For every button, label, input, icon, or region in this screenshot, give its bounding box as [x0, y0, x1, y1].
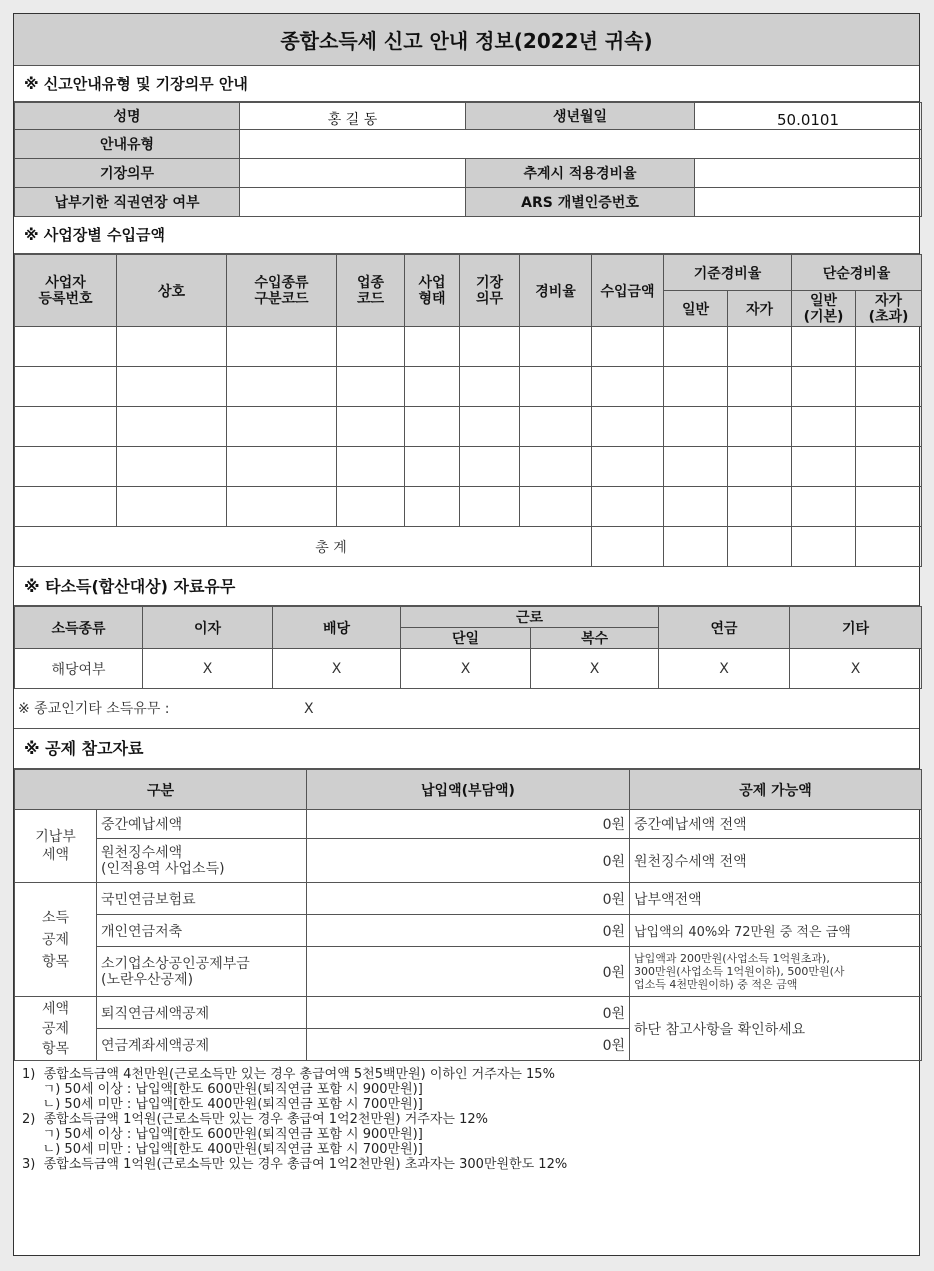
table-row	[15, 915, 922, 947]
name-label: 성명	[15, 103, 240, 130]
footnotes	[14, 1061, 919, 1178]
footnote-line: ㄱ) 50세 이상 : 납입액[한도 600만원(퇴직연금 포함 시 900만원)]	[22, 1127, 423, 1142]
bookkeeping-value	[240, 159, 466, 188]
guide-type-label: 안내유형	[15, 130, 240, 159]
item-deductible: 납부액전액	[630, 883, 922, 915]
footnote-line: 3) 종합소득금액 1억원(근로소득만 있는 경우 총급여 1억2천만원) 초과자는 300만원한도 12%	[22, 1157, 568, 1172]
item-amount: 0원	[307, 883, 630, 915]
item-amount: 0원	[307, 947, 630, 997]
table-row	[15, 487, 922, 527]
section-business-income-heading: ※ 사업장별 수입금액	[14, 217, 919, 254]
interest-value: X	[143, 649, 273, 689]
col-bookkeeping: 기장 의무	[460, 255, 520, 327]
item-amount: 0원	[307, 810, 630, 839]
table-row	[15, 447, 922, 487]
col-standard-general: 일반	[664, 291, 728, 327]
col-other: 기타	[790, 607, 922, 649]
group-prepaid-tax: 기납부 세액	[15, 810, 97, 883]
col-income-amount: 수입금액	[592, 255, 664, 327]
col-industry-code: 업종 코드	[337, 255, 405, 327]
pension-value: X	[659, 649, 790, 689]
item-label: 퇴직연금세액공제	[97, 997, 307, 1029]
footnote-line: 1) 종합소득금액 4천만원(근로소득만 있는 경우 총급여액 5천5백만원) 이하인 거주자는 15%	[22, 1067, 555, 1082]
religion-income-line	[14, 689, 919, 729]
group-income-deduction: 소득 공제 항목	[15, 883, 97, 997]
guide-type-value	[240, 130, 922, 159]
col-reg-no: 사업자 등록번호	[15, 255, 117, 327]
item-label: 개인연금저축	[97, 915, 307, 947]
item-amount: 0원	[307, 839, 630, 883]
other-value: X	[790, 649, 922, 689]
col-simple-general: 일반 (기본)	[792, 291, 856, 327]
expense-rate-value	[695, 159, 922, 188]
item-deductible: 중간예납세액 전액	[630, 810, 922, 839]
deadline-extension-value	[240, 188, 466, 217]
item-label: 원천징수세액 (인적용역 사업소득)	[97, 839, 307, 883]
religion-income-value: X	[304, 701, 314, 717]
table-row	[15, 883, 922, 915]
table-row	[15, 839, 922, 883]
col-dividend: 배당	[273, 607, 401, 649]
item-amount: 0원	[307, 1029, 630, 1061]
name-value: 홍 길 동	[240, 103, 466, 130]
item-amount: 0원	[307, 915, 630, 947]
item-amount: 0원	[307, 997, 630, 1029]
bookkeeping-label: 기장의무	[15, 159, 240, 188]
section-other-income-heading: ※ 타소득(합산대상) 자료유무	[14, 567, 919, 606]
other-income-table	[14, 606, 922, 689]
table-row	[15, 997, 922, 1029]
dividend-value: X	[273, 649, 401, 689]
table-row	[15, 407, 922, 447]
item-deductible: 원천징수세액 전액	[630, 839, 922, 883]
item-label: 소기업소상공인공제부금 (노란우산공제)	[97, 947, 307, 997]
applicable-label: 해당여부	[15, 649, 143, 689]
col-paid: 납입액(부담액)	[307, 770, 630, 810]
birth-label: 생년월일	[466, 103, 695, 130]
labor-single-value: X	[401, 649, 531, 689]
item-label: 중간예납세액	[97, 810, 307, 839]
item-label: 연금계좌세액공제	[97, 1029, 307, 1061]
col-expense-rate: 경비율	[520, 255, 592, 327]
religion-income-label: ※ 종교인기타 소득유무 :	[18, 701, 170, 717]
section-filing-type-heading: ※ 신고안내유형 및 기장의무 안내	[14, 66, 919, 102]
col-pension: 연금	[659, 607, 790, 649]
document-page	[13, 13, 920, 1256]
col-labor: 근로	[401, 607, 659, 628]
item-deductible: 납입액의 40%와 72만원 중 적은 금액	[630, 915, 922, 947]
table-row	[15, 367, 922, 407]
group-tax-credit: 세액 공제 항목	[15, 997, 97, 1061]
col-category: 구분	[15, 770, 307, 810]
col-interest: 이자	[143, 607, 273, 649]
item-deductible: 하단 참고사항을 확인하세요	[630, 997, 922, 1061]
item-label: 국민연금보험료	[97, 883, 307, 915]
total-row	[15, 527, 922, 567]
footnote-line: 2) 종합소득금액 1억원(근로소득만 있는 경우 총급여 1억2천만원) 거주자는 12%	[22, 1112, 489, 1127]
ars-label: ARS 개별인증번호	[466, 188, 695, 217]
birth-value: 50.0101	[695, 103, 922, 130]
footnote-line: ㄱ) 50세 이상 : 납입액[한도 600만원(퇴직연금 포함 시 900만원)]	[22, 1082, 423, 1097]
col-trade-name: 상호	[117, 255, 227, 327]
col-standard-self: 자가	[728, 291, 792, 327]
col-biz-type: 사업 형태	[405, 255, 460, 327]
item-deductible: 납입액과 200만원(사업소득 1억원초과), 300만원(사업소득 1억원이하), 500만원(사 업소득 4천만원이하) 중 적은 금액	[630, 947, 922, 997]
table-row	[15, 810, 922, 839]
total-label: 총 계	[15, 527, 592, 567]
footnote-line: ㄴ) 50세 미만 : 납입액[한도 400만원(퇴직연금 포함 시 700만원)]	[22, 1097, 423, 1112]
table-row	[15, 947, 922, 997]
table-row	[15, 649, 922, 689]
filing-info-table	[14, 102, 922, 217]
col-standard-rate: 기준경비율	[664, 255, 792, 291]
col-labor-multi: 복수	[531, 628, 659, 649]
ars-value	[695, 188, 922, 217]
labor-multi-value: X	[531, 649, 659, 689]
col-deductible: 공제 가능액	[630, 770, 922, 810]
col-income-type: 소득종류	[15, 607, 143, 649]
col-simple-rate: 단순경비율	[792, 255, 922, 291]
deadline-extension-label: 납부기한 직권연장 여부	[15, 188, 240, 217]
col-income-code: 수입종류 구분코드	[227, 255, 337, 327]
expense-rate-label: 추계시 적용경비율	[466, 159, 695, 188]
page-title: 종합소득세 신고 안내 정보(2022년 귀속)	[14, 14, 919, 66]
table-row	[15, 327, 922, 367]
section-deduction-heading: ※ 공제 참고자료	[14, 729, 919, 769]
business-income-table	[14, 254, 922, 567]
col-simple-self: 자가 (초과)	[856, 291, 922, 327]
deduction-table	[14, 769, 922, 1061]
col-labor-single: 단일	[401, 628, 531, 649]
footnote-line: ㄴ) 50세 미만 : 납입액[한도 400만원(퇴직연금 포함 시 700만원)]	[22, 1142, 423, 1157]
